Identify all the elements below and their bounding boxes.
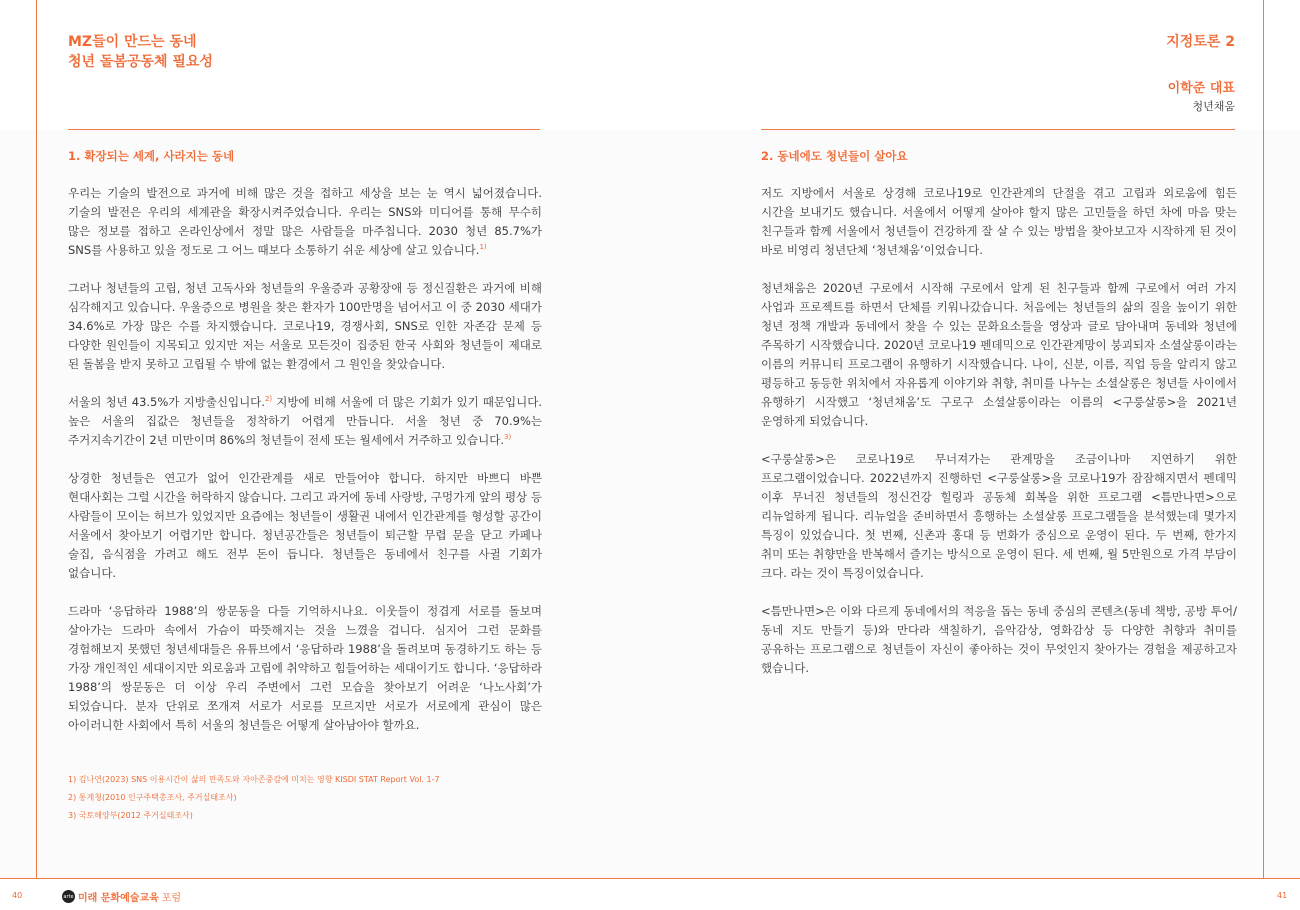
speaker-org: 청년채움 <box>1192 100 1235 113</box>
speaker-block <box>1168 80 1235 116</box>
paragraph: 상경한 청년들은 연고가 없어 인간관계를 새로 만들어야 합니다. 하지만 바쁘디 바쁜 현대사회는 그럴 시간을 허락하지 않습니다. 그리고 과거에 동네 사랑방, 구멍가게 앞의 평상 등 사람들이 모이는 허브가 있었지만 요즘에는 청년들이 생활권 내에서 인간관계를 형성할 공간이 서울에서 찾아보기 어렵기만 합니다. 청년공간들은 청년들이 퇴근할 무렵 문을 닫고 카페나 술집, 음식점을 가려고 해도 전부 돈이 듭니다. 청년들은 동네에서 친구를 사귈 기회가 없습니다. <box>68 471 542 580</box>
paragraph: <틈만나면>은 이와 다르게 동네에서의 적응을 돕는 동네 중심의 콘텐츠(동네 책방, 공방 투어/동네 지도 만들기 등)와 만다라 색칠하기, 음악감상, 영화감상 등 다양한 취향과 취미를 공유하는 프로그램으로 청년들이 자신이 좋아하는 것이 무엇인지 찾아가는 경험을 제공하고자 했습니다. <box>761 604 1237 675</box>
footnote-3: 3) 국토해양부(2012 주거실태조사) <box>68 811 193 820</box>
speaker-name: 이학준 대표 <box>1167 81 1235 96</box>
left-column <box>68 147 542 754</box>
page-number-left: 40 <box>12 891 23 900</box>
footnote-ref: 2) <box>264 395 273 404</box>
footnote-ref: 1) <box>479 243 487 252</box>
title-line-1: MZ들이 만드는 동네 <box>68 34 197 50</box>
footer-brand <box>62 889 181 904</box>
footer-rule <box>0 878 1300 879</box>
paragraph: 우리는 기술의 발전으로 과거에 비해 많은 것을 접하고 세상을 보는 눈 역시 넓어졌습니다. 기술의 발전은 우리의 세계관을 확장시켜주었습니다. 우리는 SNS와 미디어를 통해 무수히 많은 정보를 접하고 온라인상에서 정말 많은 사람들을 마주칩니다. 2030 청년 85.7%가 SNS를 사용하고 있을 정도로 그 어느 때보다 소통하기 쉬운 세상에 살고 있습니다.$^{1)}$ <box>68 186 542 257</box>
session-label: 지정토론 2 <box>1166 34 1235 50</box>
arte-logo-icon: arte <box>62 890 75 903</box>
paragraph: 그러나 청년들의 고립, 청년 고독사와 청년들의 우울증과 공황장애 등 정신질환은 과거에 비해 심각해지고 있습니다. 우울증으로 병원을 찾은 환자가 100만명을 넘어서고 이 중 2030 세대가 34.6%로 가장 많은 수를 차지했습니다. 코로나19, 경쟁사회, SNS로 인한 자존감 문제 등 다양한 원인들이 지목되고 있지만 저는 서울로 모든것이 집중된 한국 사회와 청년들이 제대로 된 돌봄을 받지 못하고 고립될 수 밖에 없는 환경에서 그 원인을 찾았습니다. <box>68 281 542 371</box>
paragraph: 서울의 청년 43.5%가 지방출신입니다.$^{2)}$ 지방에 비해 서울에 더 많은 기회가 있기 때문입니다. 높은 서울의 집값은 청년들을 정착하기 어렵게 만듭니다. 서울 청년 중 70.9%는 주거지속기간이 2년 미만이며 86%의 청년들이 전세 또는 월세에서 거주하고 있습니다.$^{3)}$ <box>68 395 542 447</box>
footnote-ref: 3) <box>504 433 512 442</box>
right-header-rule <box>761 129 1235 130</box>
brand-suffix: 포럼 <box>161 893 182 904</box>
page-number-right: 41 <box>1277 891 1288 900</box>
right-margin-line <box>1263 0 1264 878</box>
paragraph: <구룽살롱>은 코로나19로 무너져가는 관계망을 조금이나마 지연하기 위한 프로그램이었습니다. 2022년까지 진행하던 <구룽살롱>을 코로나19가 잠잠해지면서 펜데믹 이후 무너진 청년들의 정신건강 힐링과 공동체 회복을 위한 프로그램 <틈만나면>으로 리뉴얼하게 됩니다. 리뉴얼을 준비하면서 흥행하는 소셜살롱 프로그램들을 분석했는데 몇가지 특징이 있었습니다. 첫 번째, 신촌과 홍대 등 번화가 중심으로 운영이 된다. 두 번째, 한가지 취미 또는 취향만을 반복해서 즐기는 방식으로 운영이 된다. 세 번째, 월 5만원으로 가격 부담이 크다. 라는 것이 특징이었습니다. <box>761 452 1237 580</box>
title-line-2: 청년 돌봄공동체 필요성 <box>68 54 213 70</box>
footer-band <box>0 878 1300 910</box>
paragraph: 드라마 ‘응답하라 1988’의 쌍문동을 다들 기억하시나요. 이웃들이 정겹게 서로를 돌보며 살아가는 드라마 속에서 가슴이 따뜻해지는 것을 느꼈을 겁니다. 심지어 그런 문화를 경험해보지 못했던 청년세대들은 유튜브에서 ‘응답하라 1988’을 돌려보며 동경하기도 하는 등 가장 개인적인 세대이지만 외로움과 고립에 취약하고 힘들어하는 세대이기도 합니다. ‘응답하라 1988’의 쌍문동은 더 이상 우리 주변에서 그런 모습을 찾아보기 어려운 ‘나노사회’가 되었습니다. 분자 단위로 쪼개져 서로가 서로를 모르지만 서로가 서로에게 관심이 많은 아이러니한 사회에서 특히 서울의 청년들은 어떻게 살아남아야 할까요. <box>68 604 542 732</box>
paragraph: 청년채움은 2020년 구로에서 시작해 구로에서 알게 된 친구들과 함께 구로에서 여러 가지 사업과 프로젝트를 하면서 단체를 키워나갔습니다. 처음에는 청년들의 삶의 질을 높이기 위한 청년 정책 개발과 동네에서 찾을 수 있는 문화요소들을 영상과 글로 담아내며 동네와 청년에 주목하기 시작했습니다. 2020년 코로나19 펜데믹으로 인간관계망이 붕괴되자 소셜살롱이라는 이름의 커뮤니티 프로그램이 유행하기 시작했습니다. 나이, 신분, 이름, 직업 등을 알리지 않고 평등하고 동등한 위치에서 자유롭게 이야기와 취향, 취미를 나누는 소셜살롱은 청년들 사이에서 유행하기 시작했고 ‘청년채움’도 구로구 소셜살롱이라는 이름의 <구룽살롱>을 2021년 운영하게 되었습니다. <box>761 281 1237 428</box>
right-column <box>761 147 1237 697</box>
footnotes <box>68 771 548 825</box>
left-margin-line <box>36 0 37 878</box>
section-heading-1: 1. 확장되는 세계, 사라지는 동네 <box>68 149 235 163</box>
footnote-2: 2) 통계청(2010 인구주택총조사, 주거실태조사) <box>68 793 237 802</box>
section-heading-2: 2. 동네에도 청년들이 살아요 <box>761 149 908 163</box>
paragraph: 저도 지방에서 서울로 상경해 코로나19로 인간관계의 단절을 겪고 고립과 외로움에 힘든 시간을 보내기도 했습니다. 서울에서 어떻게 살아야 할지 많은 고민들을 하던 차에 마음 맞는 친구들과 함께 서울에서 청년들이 건강하게 잘 살 수 있는 방법을 찾아보고자 시작하게 된 것이 바로 비영리 청년단체 ‘청년채움’이었습니다. <box>761 186 1237 257</box>
brand-name: 미래 문화예술교육 <box>78 893 159 904</box>
footnote-1: 1) 김나연(2023) SNS 이용시간이 삶의 만족도와 자아존중감에 미치는 영향 KISDI STAT Report Vol. 1-7 <box>68 775 440 784</box>
left-header-rule <box>68 129 540 130</box>
page-title <box>68 32 213 72</box>
